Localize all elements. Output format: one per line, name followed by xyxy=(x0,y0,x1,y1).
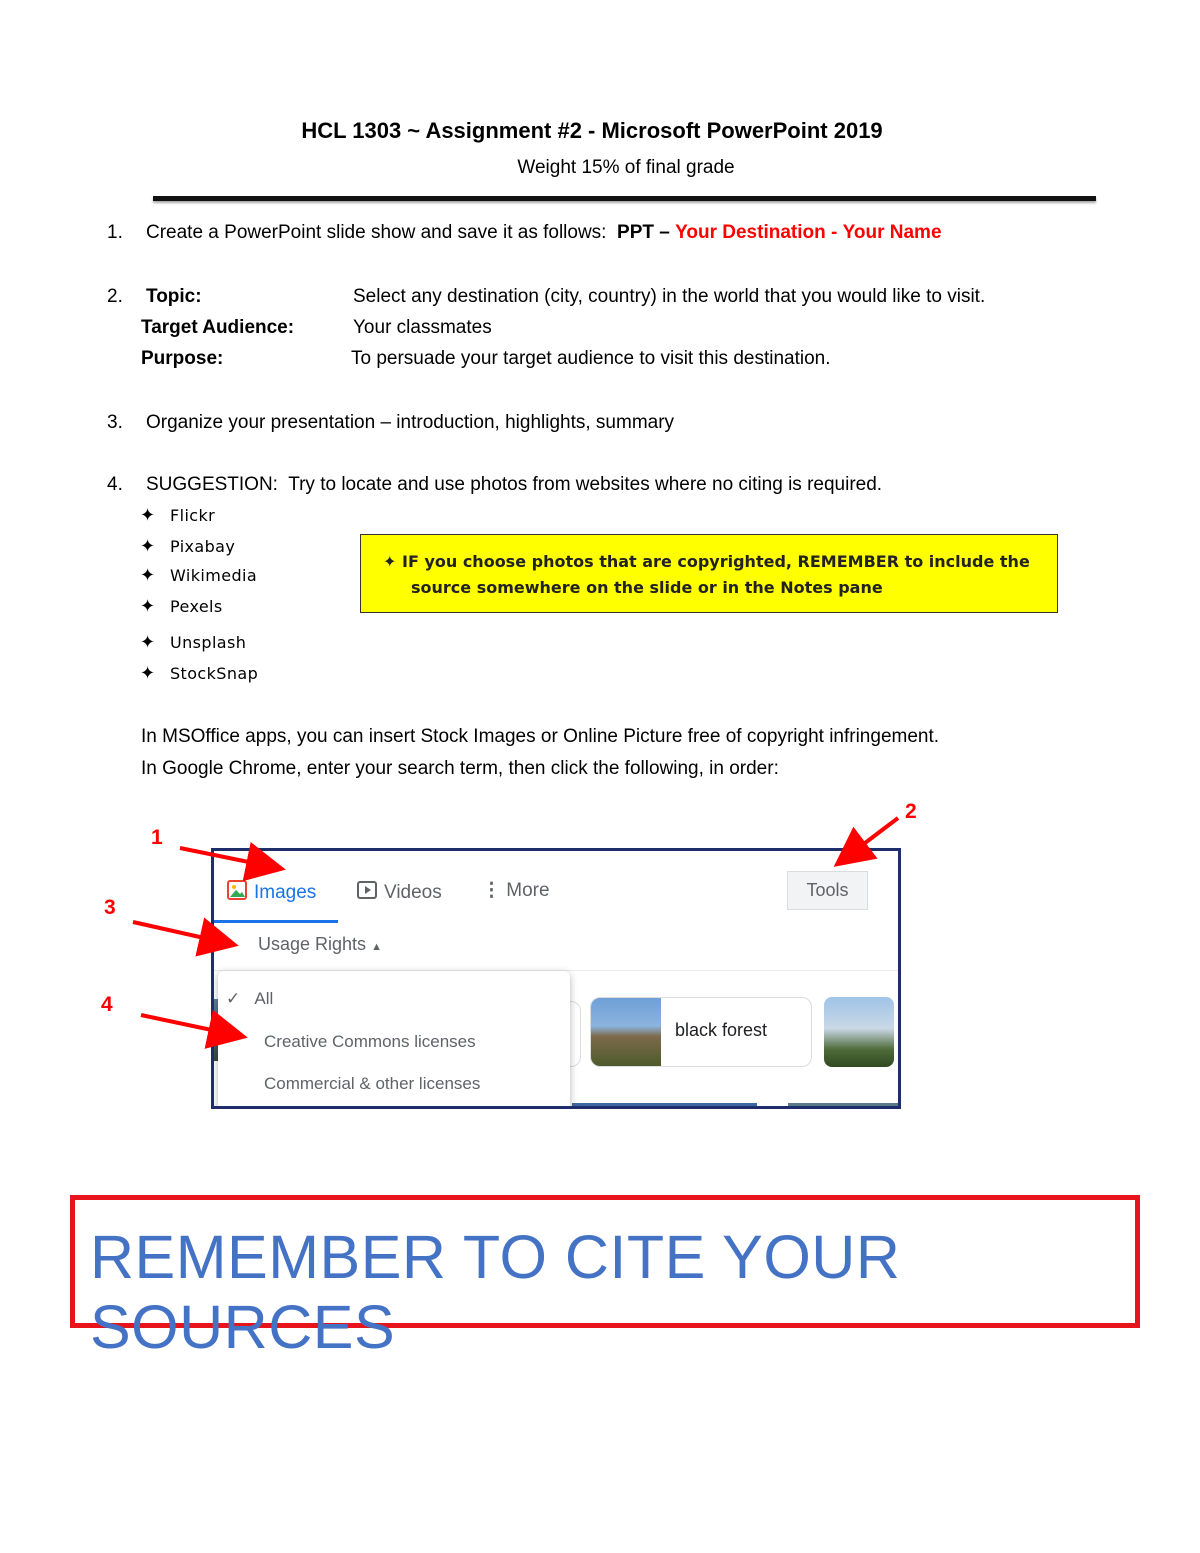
purpose-value: To persuade your target audience to visit this destination. xyxy=(351,348,831,369)
arrow-1 xyxy=(180,848,278,868)
usage-rights-dropdown[interactable]: Usage Rights ▲ xyxy=(258,934,382,954)
more-vert-icon: ⋮ xyxy=(482,880,501,901)
step-label-2: 2 xyxy=(905,800,917,823)
tools-button[interactable]: Tools xyxy=(787,871,868,910)
check-icon: ✓ xyxy=(226,989,241,1008)
instruction-line-2: In Google Chrome, enter your search term, then click the following, in order: xyxy=(141,758,779,779)
note-line-1: ✦ IF you choose photos that are copyrighted, REMEMBER to include the xyxy=(383,552,1030,571)
arrow-2 xyxy=(840,818,898,862)
site-name: StockSnap xyxy=(170,664,259,683)
item3-text: Organize your presentation – introduction, highlights, summary xyxy=(146,412,675,433)
star-bullet-icon: ✦ xyxy=(383,552,402,571)
menu-item-all[interactable]: ✓ All xyxy=(226,989,274,1008)
tab-more[interactable]: ⋮ More xyxy=(482,880,550,901)
item-number-1: 1. xyxy=(107,222,123,243)
item1-ppt: PPT – xyxy=(617,222,670,243)
item1-destination: Your Destination xyxy=(675,222,826,243)
star-bullet-icon: ✦ xyxy=(140,536,156,557)
audience-label: Target Audience: xyxy=(141,317,295,338)
arrow-3 xyxy=(133,922,231,944)
site-name: Pixabay xyxy=(170,537,236,556)
audience-value: Your classmates xyxy=(353,317,492,338)
item-number-4: 4. xyxy=(107,474,123,495)
tab-videos[interactable]: Videos xyxy=(356,879,442,904)
chip-label: black forest xyxy=(675,1020,768,1040)
menu-item-commercial[interactable]: Commercial & other licenses xyxy=(264,1074,481,1093)
site-name: Flickr xyxy=(170,506,216,525)
site-name: Pexels xyxy=(170,597,223,616)
page-title: HCL 1303 ~ Assignment #2 - Microsoft PowerPoint 2019 xyxy=(301,118,883,143)
item-number-3: 3. xyxy=(107,412,123,433)
caret-up-icon: ▲ xyxy=(371,941,382,953)
item1-dash: - xyxy=(831,222,838,243)
item1-text: Create a PowerPoint slide show and save it as follows: xyxy=(146,222,607,243)
item-number-2: 2. xyxy=(107,286,123,307)
item1-name: Your Name xyxy=(842,222,942,243)
topic-value: Select any destination (city, country) in the world that you would like to visit. xyxy=(353,286,986,307)
tab-images[interactable]: Images xyxy=(226,879,316,904)
star-bullet-icon: ✦ xyxy=(140,663,156,684)
step-label-1: 1 xyxy=(151,826,163,849)
suggestion-text: Try to locate and use photos from websites where no citing is required. xyxy=(288,474,883,495)
step-label-4: 4 xyxy=(101,993,113,1016)
star-bullet-icon: ✦ xyxy=(140,565,156,586)
menu-item-creative-commons[interactable]: Creative Commons licenses xyxy=(264,1032,476,1051)
instruction-line-1: In MSOffice apps, you can insert Stock Images or Online Picture free of copyright infringement. xyxy=(141,726,940,747)
note-line-2: source somewhere on the slide or in the Notes pane xyxy=(411,578,883,597)
site-name: Wikimedia xyxy=(170,566,258,585)
purpose-label: Purpose: xyxy=(141,348,224,369)
topic-label: Topic: xyxy=(146,286,202,307)
star-bullet-icon: ✦ xyxy=(140,632,156,653)
star-bullet-icon: ✦ xyxy=(140,505,156,526)
arrow-4 xyxy=(141,1015,240,1036)
page-subtitle: Weight 15% of final grade xyxy=(517,157,735,178)
cite-reminder-text: REMEMBER TO CITE YOUR SOURCES xyxy=(90,1223,901,1361)
step-label-3: 3 xyxy=(104,896,116,919)
site-name: Unsplash xyxy=(170,633,247,652)
star-bullet-icon: ✦ xyxy=(140,596,156,617)
suggestion-label: SUGGESTION: xyxy=(146,474,278,495)
